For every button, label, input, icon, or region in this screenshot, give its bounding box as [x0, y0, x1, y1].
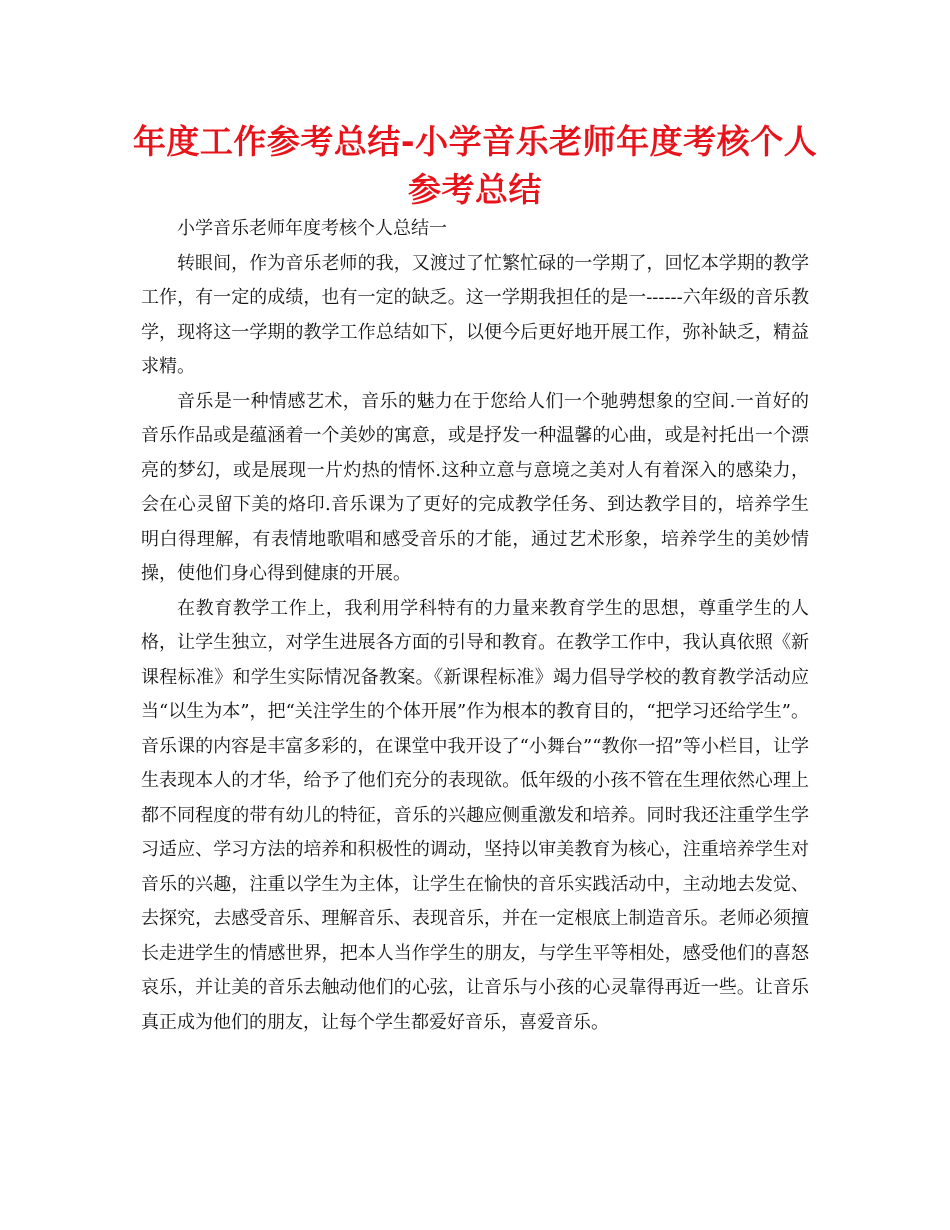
- paragraph-music-art: 音乐是一种情感艺术，音乐的魅力在于您给人们一个驰骋想象的空间.一首好的音乐作品或是蕴涵着一个美妙的寓意，或是抒发一种温馨的心曲，或是衬托出一个漂亮的梦幻，或是展现一片灼热的情怀.这种立意与意境之美对人有着深入的感染力，会在心灵留下美的烙印.音乐课为了更好的完成教学任务、到达教学目的，培养学生明白得理解，有表情地歌唱和感受音乐的才能，通过艺术形象，培养学生的美妙情操，使他们身心得到健康的开展。: [141, 390, 809, 584]
- paragraph-teaching-work: 在教育教学工作上，我利用学科特有的力量来教育学生的思想，尊重学生的人格，让学生独立，对学生进展各方面的引导和教育。在教学工作中，我认真依照《新课程标准》和学生实际情况备教案。《新课程标准》竭力倡导学校的教育教学活动应当“以生为本”，把“关注学生的个体开展”作为根本的教育目的，“把学习还给学生”。音乐课的内容是丰富多彩的，在课堂中我开设了“小舞台”“教你一招”等小栏目，让学生表现本人的才华，给予了他们充分的表现欲。低年级的小孩不管在生理依然心理上都不同程度的带有幼儿的特征，音乐的兴趣应侧重激发和培养。同时我还注重学生学习适应、学习方法的培养和积极性的调动，坚持以审美教育为核心，注重培养学生对音乐的兴趣，注重以学生为主体，让学生在愉快的音乐实践活动中，主动地去发觉、去探究，去感受音乐、理解音乐、表现音乐，并在一定根底上制造音乐。老师必须擅长走进学生的情感世界，把本人当作学生的朋友，与学生平等相处，感受他们的喜怒哀乐，并让美的音乐去触动他们的心弦，让音乐与小孩的心灵靠得再近一些。让音乐真正成为他们的朋友，让每个学生都爱好音乐，喜爱音乐。: [141, 597, 809, 1033]
- document-body: [141, 212, 809, 1040]
- document-title: 年度工作参考总结-小学音乐老师年度考核个人参考总结: [132, 122, 818, 209]
- section-heading: 小学音乐老师年度考核个人总结一: [177, 218, 447, 239]
- paragraph-intro: 转眼间，作为音乐老师的我，又渡过了忙繁忙碌的一学期了，回忆本学期的教学工作，有一定的成绩，也有一定的缺乏。这一学期我担任的是一------六年级的音乐教学，现将这一学期的教学工作总结如下，以便今后更好地开展工作，弥补缺乏，精益求精。: [141, 252, 809, 377]
